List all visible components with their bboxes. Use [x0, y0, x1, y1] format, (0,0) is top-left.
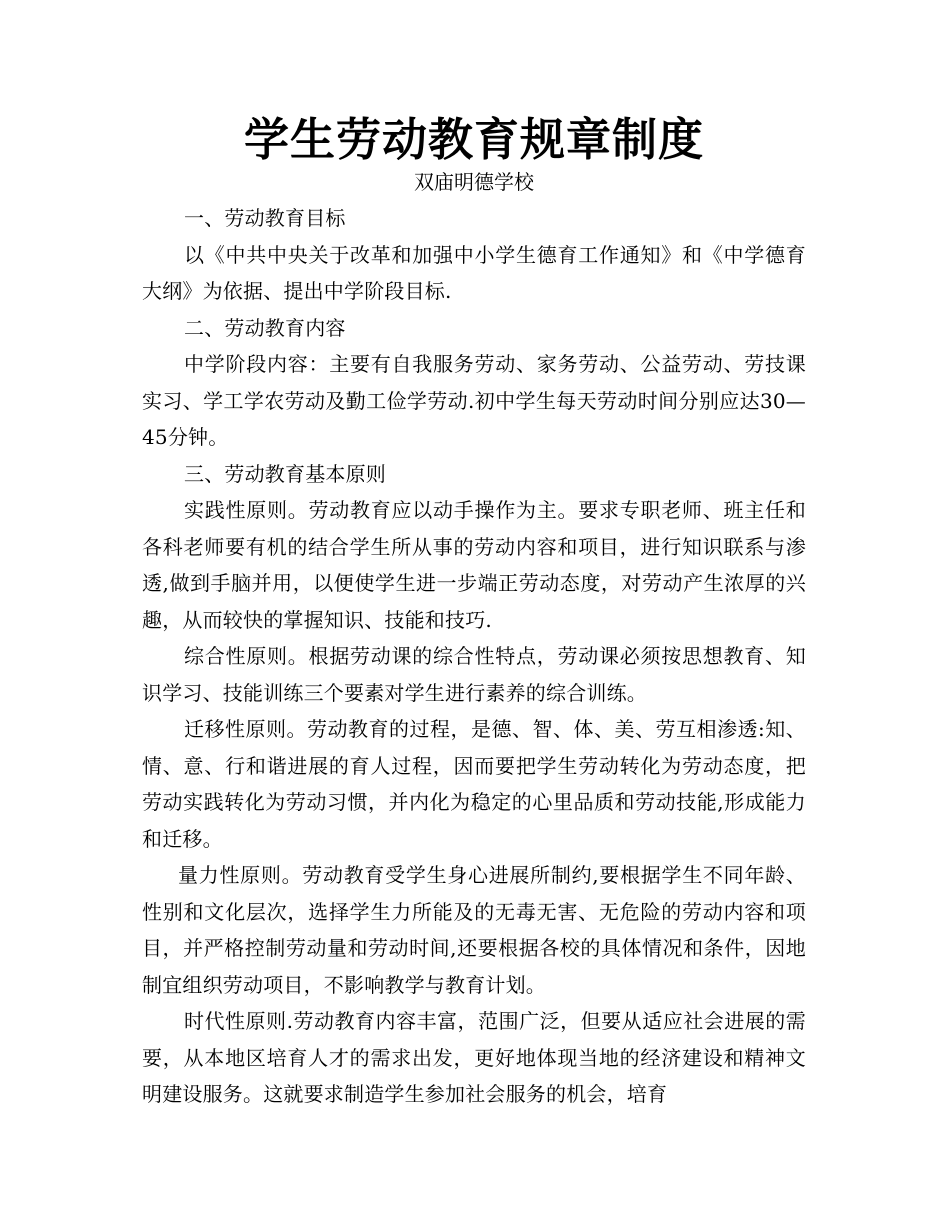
paragraph-content: 中学阶段内容：主要有自我服务劳动、家务劳动、公益劳动、劳技课实习、学工学农劳动及勤工俭学劳动.初中学生每天劳动时间分别应达30—45分钟。 [142, 352, 806, 449]
paragraph-capacity-principle: 量力性原则。劳动教育受学生身心进展所制约,要根据学生不同年龄、性别和文化层次，选择学生力所能及的无毒无害、无危险的劳动内容和项目，并严格控制劳动量和劳动时间,还要根据各校的具体情况和条件，因地制宜组织劳动项目，不影响教学与教育计划。 [142, 863, 806, 997]
document-title: 学生劳动教育规章制度 [243, 113, 704, 166]
paragraph-era-principle: 时代性原则.劳动教育内容丰富，范围广泛，但要从适应社会进展的需要，从本地区培育人才的需求出发，更好地体现当地的经济建设和精神文明建设服务。这就要求制造学生参加社会服务的机会，培育 [142, 1009, 806, 1106]
section-heading-principles: 三、劳动教育基本原则 [184, 461, 386, 486]
document-page [142, 110, 806, 1113]
section-heading-content: 二、劳动教育内容 [184, 315, 346, 340]
paragraph-transfer-principle: 迁移性原则。劳动教育的过程，是德、智、体、美、劳互相渗透:知、情、意、行和谐进展的育人过程，因而要把学生劳动转化为劳动态度，把劳动实践转化为劳动习惯，并内化为稳定的心里品质和劳动技能,形成能力和迁移。 [142, 717, 806, 851]
paragraph-goals: 以《中共中央关于改革和加强中小学生德育工作通知》和《中学德育大纲》为依据、提出中学阶段目标. [142, 242, 806, 303]
school-name: 双庙明德学校 [414, 170, 534, 194]
paragraph-practice-principle: 实践性原则。劳动教育应以动手操作为主。要求专职老师、班主任和各科老师要有机的结合学生所从事的劳动内容和项目，进行知识联系与渗透,做到手脑并用，以便使学生进一步端正劳动态度，对劳动产生浓厚的兴趣，从而较快的掌握知识、技能和技巧. [142, 498, 806, 632]
paragraph-comprehensive-principle: 综合性原则。根据劳动课的综合性特点，劳动课必须按思想教育、知识学习、技能训练三个要素对学生进行素养的综合训练。 [142, 644, 806, 705]
section-heading-goals: 一、劳动教育目标 [184, 206, 346, 230]
